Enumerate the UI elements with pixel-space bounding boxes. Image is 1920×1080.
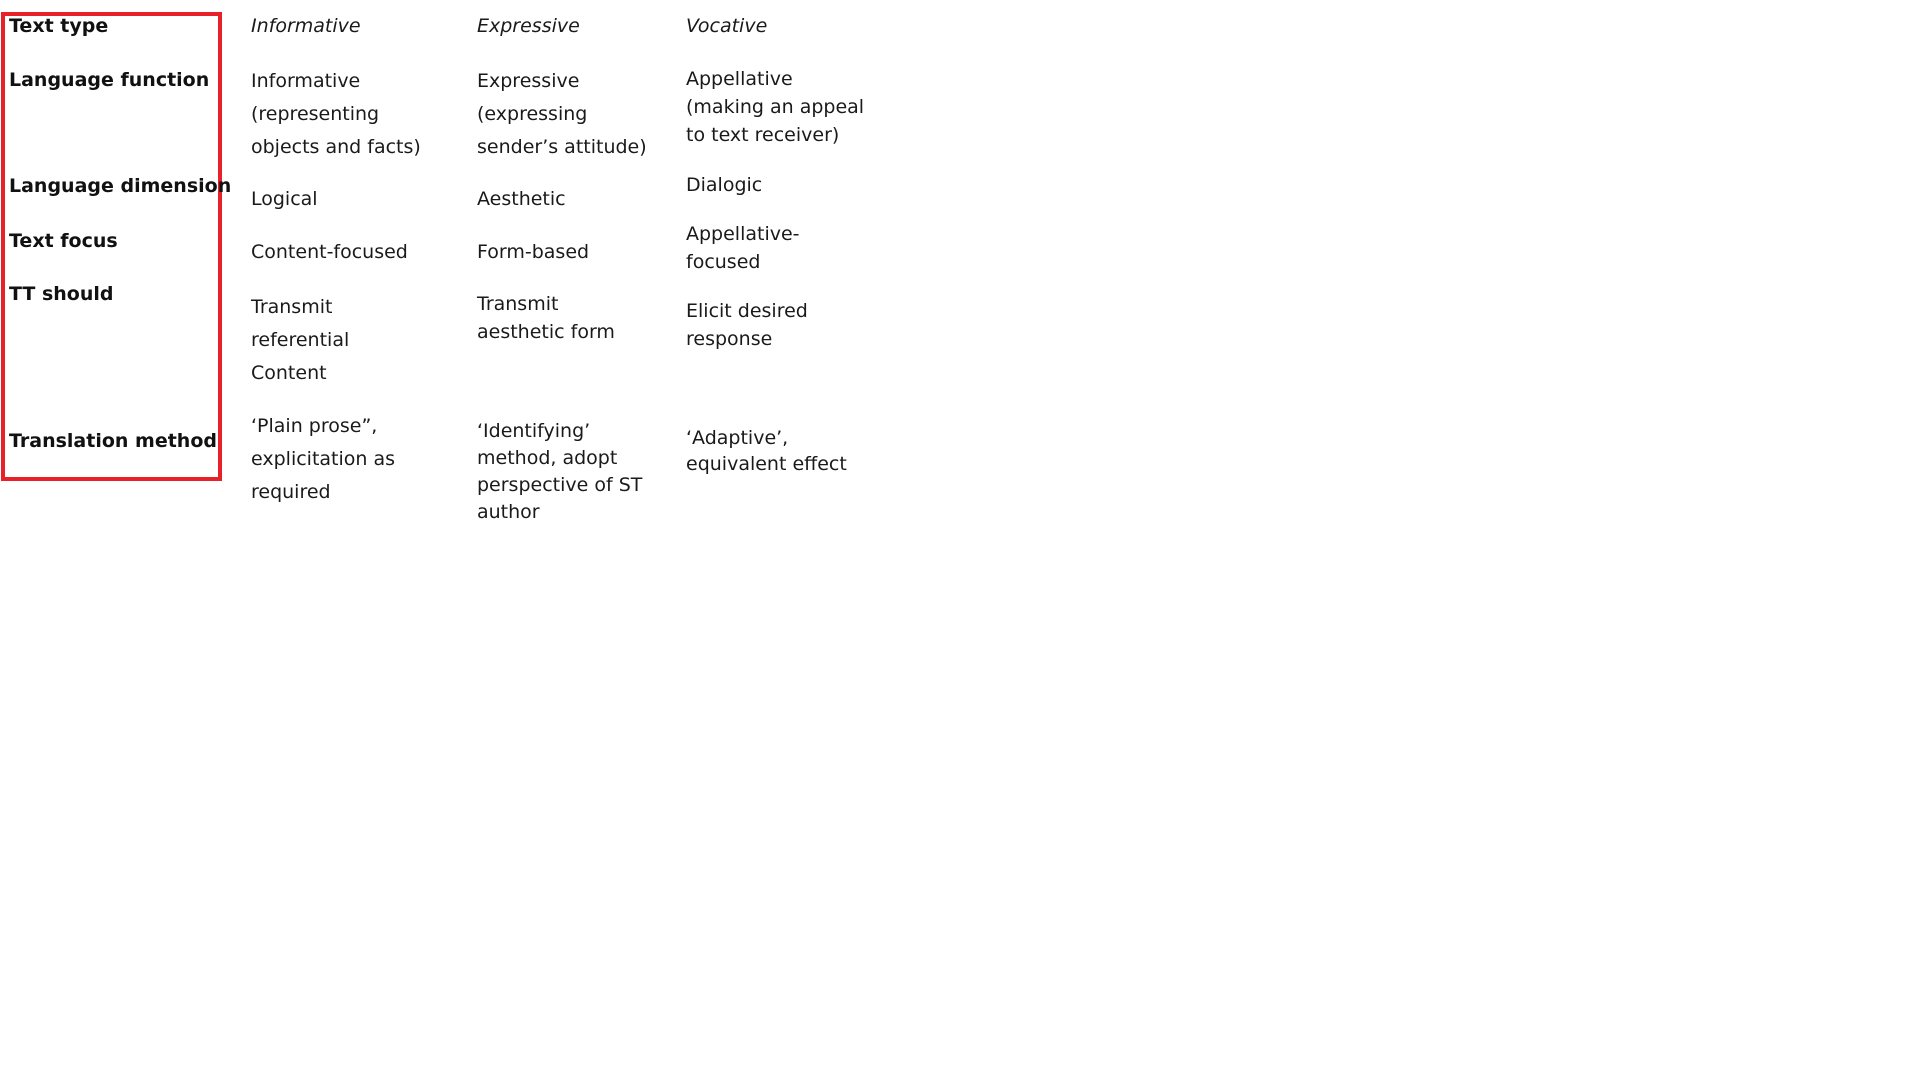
row-label-language-dimension: Language dimension bbox=[9, 175, 232, 197]
row-label-language-function: Language function bbox=[9, 69, 210, 91]
cell-expressive-text-focus: Form-based bbox=[477, 241, 590, 263]
cell-informative-language-function: Informative (representing objects and facts) bbox=[251, 70, 421, 158]
column-header-expressive: Expressive bbox=[477, 15, 580, 37]
cell-expressive-translation-method: ‘Identifying’ method, adopt perspective of ST author bbox=[477, 420, 643, 523]
cell-vocative-language-dimension: Dialogic bbox=[686, 174, 763, 196]
cell-vocative-language-function: Appellative (making an appeal to text receiver) bbox=[686, 68, 865, 146]
cell-expressive-tt-should: Transmit aesthetic form bbox=[477, 293, 615, 343]
cell-vocative-text-focus: Appellative- focused bbox=[686, 223, 800, 273]
row-label-text-type: Text type bbox=[9, 15, 109, 37]
row-label-translation-method: Translation method bbox=[9, 430, 217, 452]
cell-informative-text-focus: Content-focused bbox=[251, 241, 408, 263]
cell-informative-translation-method: ‘Plain prose”, explicitation as required bbox=[251, 415, 396, 503]
row-label-tt-should: TT should bbox=[9, 283, 114, 305]
cell-informative-language-dimension: Logical bbox=[251, 188, 318, 210]
cell-informative-tt-should: Transmit referential Content bbox=[251, 296, 350, 384]
column-header-vocative: Vocative bbox=[686, 15, 768, 37]
cell-expressive-language-function: Expressive (expressing sender’s attitude) bbox=[477, 70, 647, 158]
cell-vocative-tt-should: Elicit desired response bbox=[686, 300, 808, 350]
cell-vocative-translation-method: ‘Adaptive’, equivalent effect bbox=[686, 427, 847, 475]
row-label-text-focus: Text focus bbox=[9, 230, 118, 252]
cell-expressive-language-dimension: Aesthetic bbox=[477, 188, 566, 210]
column-header-informative: Informative bbox=[251, 15, 361, 37]
